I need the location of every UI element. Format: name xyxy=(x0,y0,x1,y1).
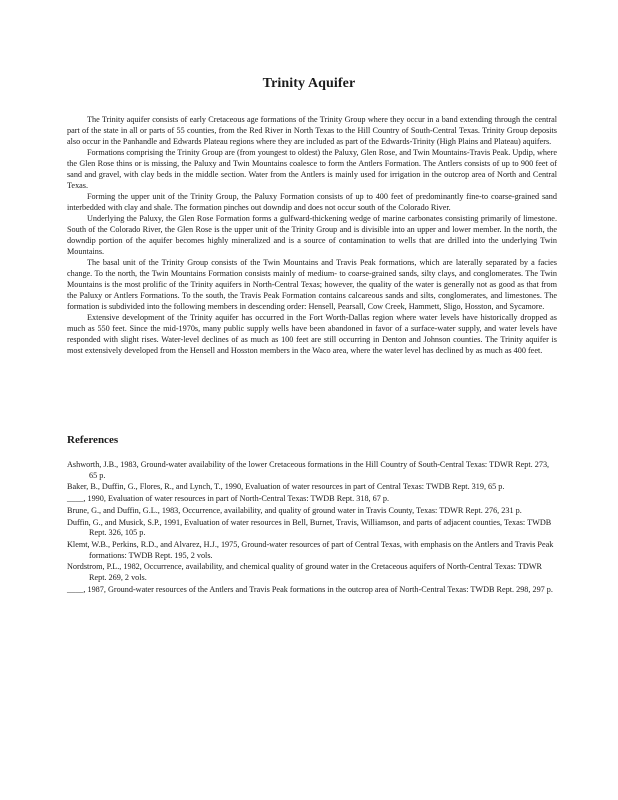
reference-item: Nordstrom, P.L., 1982, Occurrence, availability, and chemical quality of ground water in the Cretaceous aquifers of North-Central Texas: TDWR Rept. 269, 2 vols. xyxy=(67,562,542,583)
paragraph: Formations comprising the Trinity Group are (from youngest to oldest) the Paluxy, Glen Rose, and Twin Mountains-Travis Peak. Updip, where the Glen Rose thins or is missing, the Paluxy and Twin Mountains coalesce to form the Antlers Formation. The Antlers consists of up to 900 feet of sand and gravel, with clay beds in the middle section. Water from the Antlers is mainly used for irrigation in the outcrop area of North and Central Texas. xyxy=(67,148,557,190)
reference-item: ____, 1987, Ground-water resources of the Antlers and Travis Peak formations in the outcrop area of North-Central Texas: TWDB Rept. 298, 297 p. xyxy=(67,584,553,594)
paragraph: Extensive development of the Trinity aquifer has occurred in the Fort Worth-Dallas region where water levels have historically dropped as much as 550 feet. Since the mid-1970s, many public supply wells have been abandoned in favor of a surface-water supply, and water levels have responded with slight rises. Water-level declines of as much as 100 feet are still occurring in Denton and Johnson counties. The Trinity aquifer is most extensively developed from the Hensell and Hosston members in the Waco area, where the water level has declined by as much as 400 feet. xyxy=(67,313,557,355)
paragraph: Forming the upper unit of the Trinity Group, the Paluxy Formation consists of up to 400 feet of predominantly fine-to coarse-grained sand interbedded with clay and shale. The formation pinches out downdip and does not occur south of the Colorado River. xyxy=(67,192,557,212)
paragraph: Underlying the Paluxy, the Glen Rose Formation forms a gulfward-thickening wedge of marine carbonates consisting primarily of limestone. South of the Colorado River, the Glen Rose is the upper unit of the Trinity Group and is divisible into an upper and lower member. In the north, the downdip portion of the aquifer becomes highly mineralized and is a source of contamination to wells that are drilled into the underlying Twin Mountains. xyxy=(67,214,557,256)
reference-item: Ashworth, J.B., 1983, Ground-water availability of the lower Cretaceous formations in the Hill Country of South-Central Texas: TDWR Rept. 273, 65 p. xyxy=(67,460,550,480)
body-text xyxy=(67,114,557,356)
reference-item: Duffin, G., and Musick, S.P., 1991, Evaluation of water resources in Bell, Burnet, Travis, Williamson, and parts of adjacent counties, Texas: TWDB Rept. 326, 105 p. xyxy=(67,517,552,538)
paragraph: The Trinity aquifer consists of early Cretaceous age formations of the Trinity Group where they occur in a band extending through the central part of the state in all or parts of 55 counties, from the Red River in North Texas to the Hill Country of South-Central Texas. Trinity Group deposits also occur in the Panhandle and Edwards Plateau regions where they are included as part of the Edwards-Trinity (High Plains and Plateau) aquifers. xyxy=(67,115,557,146)
page-title: Trinity Aquifer xyxy=(262,76,356,91)
paragraph: The basal unit of the Trinity Group consists of the Twin Mountains and Travis Peak formations, which are laterally separated by a facies change. To the north, the Twin Mountains Formation consists mainly of medium- to coarse-grained sands, silty clays, and conglomerates. The Twin Mountains is the most prolific of the Trinity aquifers in North-Central Texas; however, the quality of the water is generally not as good as that from the Paluxy or Antlers Formations. To the south, the Travis Peak Formation contains calcareous sands and silts, conglomerates, and limestones. The formation is subdivided into the following members in descending order: Hensell, Pearsall, Cow Creek, Hammett, Sligo, Hosston, and Sycamore. xyxy=(67,258,557,311)
references-list xyxy=(67,460,557,597)
reference-item: Baker, B., Duffin, G., Flores, R., and Lynch, T., 1990, Evaluation of water resources in part of Central Texas: TWDB Rept. 319, 65 p. xyxy=(67,482,505,492)
references-heading: References xyxy=(67,434,119,446)
reference-item: Klemt, W.B., Perkins, R.D., and Alvarez, H.J., 1975, Ground-water resources of part of Central Texas, with emphasis on the Antlers and Travis Peak formations: TWDB Rept. 195, 2 vols. xyxy=(67,540,554,560)
reference-item: ____, 1990, Evaluation of water resources in part of North-Central Texas: TWDB Rept. 318, 67 p. xyxy=(67,494,390,504)
reference-item: Brune, G., and Duffin, G.L., 1983, Occurrence, availability, and quality of ground water in Travis County, Texas: TDWR Rept. 276, 231 p. xyxy=(67,505,522,515)
